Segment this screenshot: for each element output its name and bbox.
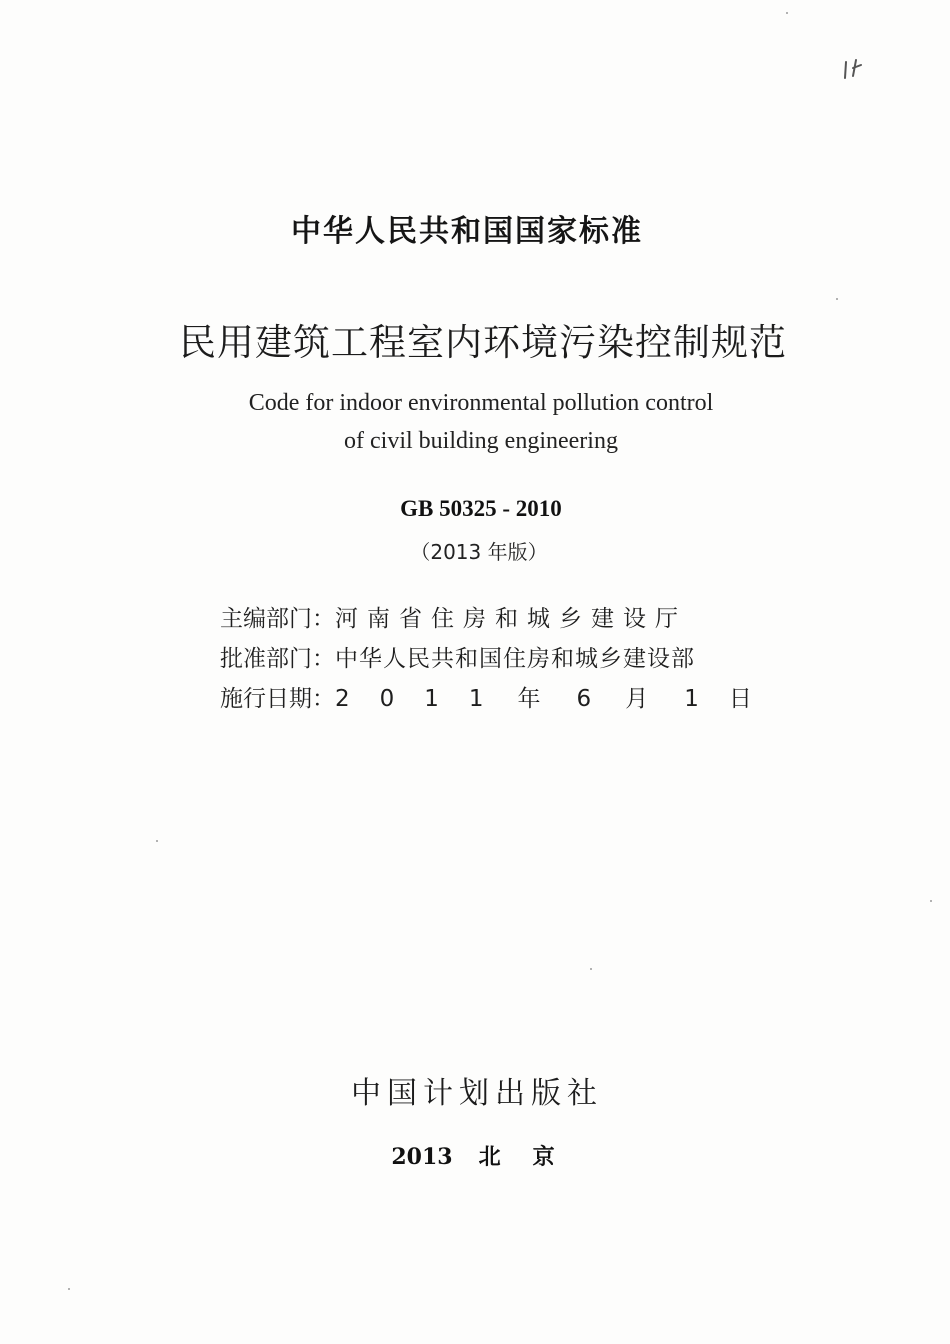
scan-dust — [156, 840, 158, 842]
effective-year: 2011 — [335, 686, 514, 712]
publication-year: 2013 — [391, 1144, 453, 1170]
scan-dust — [786, 12, 788, 14]
series-title: 中华人民共和国国家标准 — [291, 214, 643, 249]
editor-department-label: 主编部门： — [220, 606, 335, 632]
scan-dust — [68, 1288, 70, 1290]
editor-department-value: 河南省住房和城乡建设厅 — [335, 606, 687, 632]
document-title-en-line1: Code for indoor environmental pollution control — [248, 390, 714, 416]
effective-month: 6 — [576, 686, 592, 712]
publication-year-place — [0, 1140, 948, 1171]
publisher-name: 中国计划出版社 — [351, 1076, 603, 1111]
scan-dust — [590, 968, 592, 970]
effective-day: 1 — [684, 686, 699, 712]
effective-date-label: 施行日期： — [220, 686, 335, 712]
effective-year-unit: 年 — [517, 686, 541, 712]
edition-note: （2013 年版） — [410, 540, 548, 564]
publication-city-char-1: 北 — [478, 1144, 501, 1170]
scan-dust — [930, 900, 932, 902]
approver-department-label: 批准部门： — [220, 646, 335, 672]
standard-number: GB 50325 - 2010 — [400, 496, 562, 521]
pencil-tick-mark-icon — [842, 56, 864, 82]
editor-department-row — [220, 600, 687, 633]
effective-month-unit: 月 — [625, 686, 649, 712]
document-title-en-line2: of civil building engineering — [344, 428, 618, 454]
approver-department-row — [220, 640, 695, 673]
effective-date-row — [220, 680, 752, 713]
publication-city-char-2: 京 — [532, 1144, 555, 1170]
document-title-cn: 民用建筑工程室内环境污染控制规范 — [179, 321, 787, 364]
approver-department-value: 中华人民共和国住房和城乡建设部 — [335, 646, 695, 672]
effective-day-unit: 日 — [728, 686, 752, 712]
effective-date-value — [335, 686, 752, 712]
scan-dust — [836, 298, 838, 300]
